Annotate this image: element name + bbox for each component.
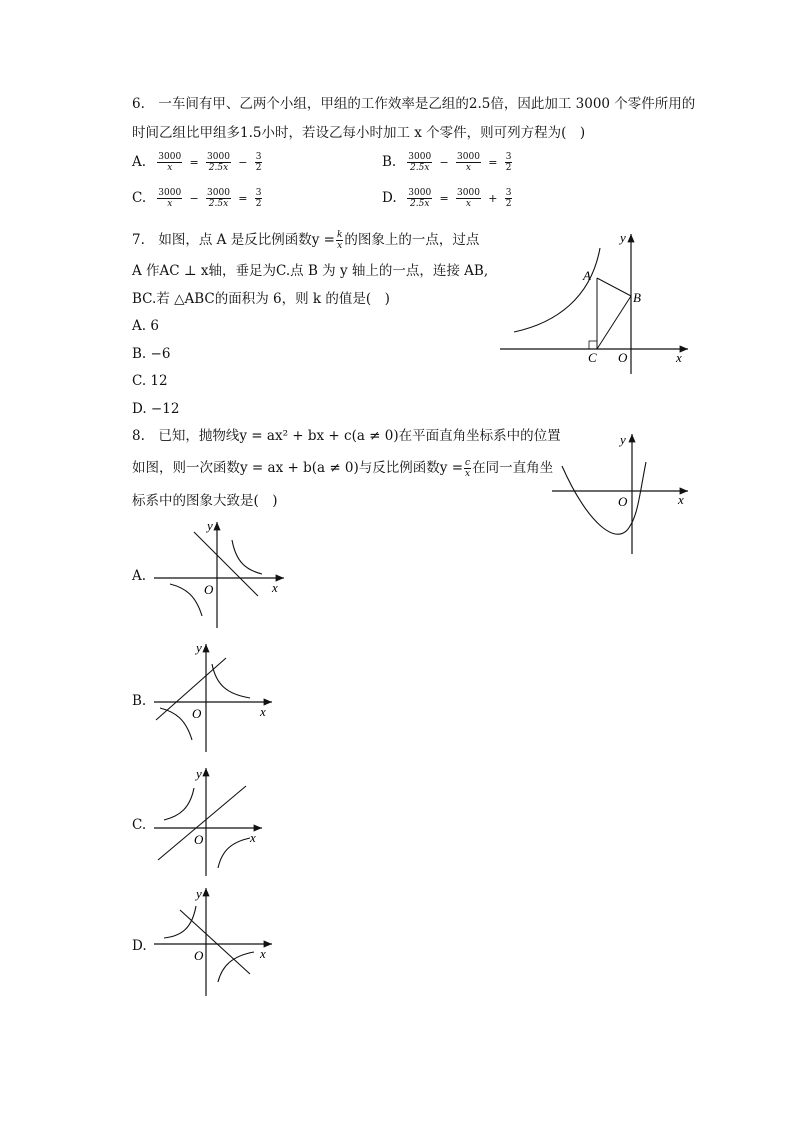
label-x: x	[260, 946, 266, 961]
q7-figure	[496, 228, 696, 378]
label-y: y	[196, 640, 202, 655]
q6-option-d[interactable]: D. $\frac{3000}{2.5x}$ = $\frac{3000}{x}$ + $\frac{3}{2}$	[382, 188, 512, 209]
label-y: y	[196, 766, 202, 781]
label-c: C	[588, 350, 597, 365]
q6-line2: 时间乙组比甲组多1.5小时，若设乙每小时加工 x 个零件，则可列方程为( )	[132, 125, 586, 141]
label-b: B	[633, 290, 641, 305]
label-x: x	[676, 350, 682, 365]
q8-option-d-graph[interactable]	[150, 884, 280, 999]
label-o: O	[192, 706, 202, 721]
q8-option-a-graph[interactable]	[150, 518, 290, 630]
hyperbola-curve	[514, 248, 600, 332]
label-y: y	[196, 886, 202, 901]
q8-parabola-figure	[548, 430, 694, 558]
q7-line1: 7. 如图，点 A 是反比例函数y = $\frac{k}{x}$ 的图象上的一点，过点	[132, 230, 480, 251]
q8-option-b-graph[interactable]	[150, 640, 280, 755]
option-label: A.	[132, 154, 147, 170]
q6-option-a[interactable]: A. $\frac{3000}{x}$ = $\frac{3000}{2.5x}$ − $\frac{3}{2}$	[132, 152, 262, 173]
label-o: O	[204, 582, 214, 597]
linear-function-line	[156, 658, 226, 720]
q8-option-c-graph[interactable]	[150, 764, 272, 879]
hyperbola-branch-2	[170, 584, 202, 616]
label-o: O	[194, 832, 204, 847]
label-x: x	[250, 830, 256, 845]
label-o: O	[618, 494, 628, 509]
q7-option-d[interactable]: D. −12	[132, 401, 180, 417]
q8-option-d-label[interactable]: D.	[132, 938, 147, 954]
segment-ab	[597, 278, 631, 296]
hyperbola-branch-2	[218, 952, 254, 982]
q7-line3: BC.若 △ABC的面积为 6，则 k 的值是( )	[132, 291, 390, 307]
q8-line2: 如图，则一次函数y = ax + b(a ≠ 0)与反比例函数y = $\frac{c}{x}$ 在同一直角坐	[132, 458, 554, 479]
option-label: B.	[382, 154, 397, 170]
label-y: y	[620, 432, 626, 447]
q8-line3: 标系中的图象大致是( )	[132, 493, 278, 509]
hyperbola-branch-1	[164, 906, 196, 938]
q7-option-c[interactable]: C. 12	[132, 373, 168, 389]
linear-function-line	[180, 910, 250, 974]
linear-function-line	[158, 786, 246, 860]
option-label: D.	[382, 190, 397, 206]
q8-option-b-label[interactable]: B.	[132, 693, 147, 709]
q8-option-a-label[interactable]: A.	[132, 568, 147, 584]
q7-line2: A 作AC ⊥ x轴，垂足为C.点 B 为 y 轴上的一点，连接 AB,	[132, 263, 489, 279]
q7-option-b[interactable]: B. −6	[132, 346, 171, 362]
hyperbola-branch-1	[232, 540, 262, 574]
q7-option-a[interactable]: A. 6	[132, 318, 159, 334]
q6-option-c[interactable]: C. $\frac{3000}{x}$ − $\frac{3000}{2.5x}$ = $\frac{3}{2}$	[132, 188, 262, 209]
q8-line1: 8. 已知，抛物线y = ax² + bx + c(a ≠ 0)在平面直角坐标系中的位置	[132, 428, 561, 444]
segment-bc	[597, 296, 631, 349]
label-x: x	[272, 580, 278, 595]
label-y: y	[620, 230, 626, 245]
label-o: O	[194, 948, 204, 963]
option-label: C.	[132, 190, 147, 206]
label-x: x	[260, 704, 266, 719]
label-o: O	[618, 350, 628, 365]
label-y: y	[207, 518, 213, 533]
parabola-curve	[562, 462, 646, 534]
hyperbola-branch-2	[218, 838, 250, 868]
q6-option-b[interactable]: B. $\frac{3000}{2.5x}$ − $\frac{3000}{x}$ = $\frac{3}{2}$	[382, 152, 512, 173]
label-a: A	[583, 268, 591, 283]
right-angle-mark	[589, 341, 597, 349]
label-x: x	[678, 492, 684, 507]
hyperbola-branch-1	[212, 664, 250, 698]
q6-line1: 6. 一车间有甲、乙两个小组，甲组的工作效率是乙组的2.5倍，因此加工 3000 个零件所用的	[132, 96, 696, 112]
q8-option-c-label[interactable]: C.	[132, 817, 147, 833]
hyperbola-branch-1	[164, 788, 194, 820]
